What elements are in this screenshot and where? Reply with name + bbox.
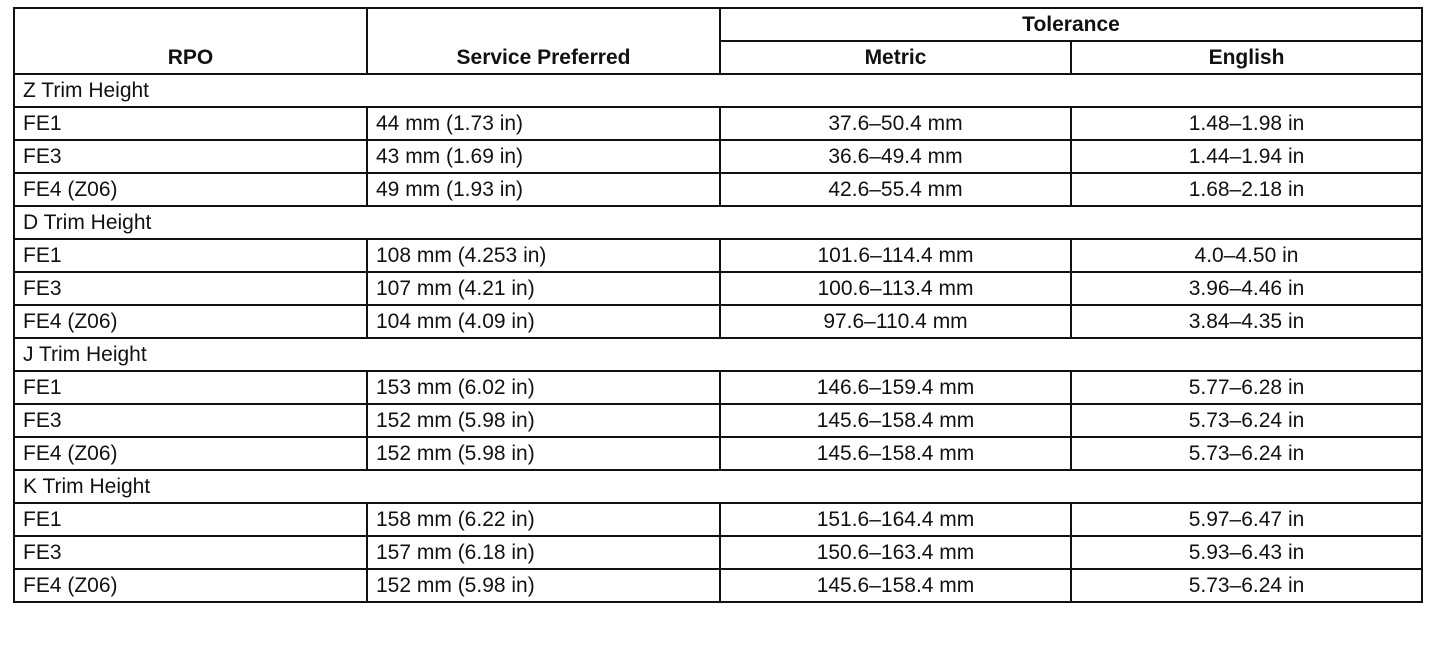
group-header-row [14, 470, 1422, 503]
rpo-cell: FE4 (Z06) [14, 437, 367, 470]
metric-tolerance-cell: 145.6–158.4 mm [720, 404, 1071, 437]
service-preferred-cell: 107 mm (4.21 in) [367, 272, 720, 305]
english-tolerance-cell: 5.73–6.24 in [1071, 404, 1422, 437]
table-row [14, 437, 1422, 470]
metric-tolerance-cell: 150.6–163.4 mm [720, 536, 1071, 569]
english-tolerance-cell: 1.44–1.94 in [1071, 140, 1422, 173]
table-row [14, 140, 1422, 173]
group-title: Z Trim Height [14, 74, 1422, 107]
metric-tolerance-cell: 36.6–49.4 mm [720, 140, 1071, 173]
rpo-cell: FE1 [14, 503, 367, 536]
table-body [14, 74, 1422, 602]
rpo-cell: FE4 (Z06) [14, 173, 367, 206]
table-row [14, 305, 1422, 338]
group-title: K Trim Height [14, 470, 1422, 503]
table-row [14, 272, 1422, 305]
english-tolerance-cell: 5.73–6.24 in [1071, 437, 1422, 470]
english-tolerance-cell: 5.77–6.28 in [1071, 371, 1422, 404]
rpo-cell: FE3 [14, 404, 367, 437]
service-preferred-column-header: Service Preferred [367, 8, 720, 74]
english-tolerance-cell: 5.93–6.43 in [1071, 536, 1422, 569]
table-row [14, 569, 1422, 602]
table-row [14, 239, 1422, 272]
table-row [14, 107, 1422, 140]
english-tolerance-cell: 1.48–1.98 in [1071, 107, 1422, 140]
rpo-column-header: RPO [14, 8, 367, 74]
group-header-row [14, 206, 1422, 239]
table-row [14, 173, 1422, 206]
metric-tolerance-cell: 97.6–110.4 mm [720, 305, 1071, 338]
metric-tolerance-cell: 42.6–55.4 mm [720, 173, 1071, 206]
group-header-row [14, 338, 1422, 371]
metric-tolerance-cell: 145.6–158.4 mm [720, 569, 1071, 602]
service-preferred-cell: 157 mm (6.18 in) [367, 536, 720, 569]
table-row [14, 503, 1422, 536]
english-tolerance-cell: 4.0–4.50 in [1071, 239, 1422, 272]
metric-tolerance-cell: 146.6–159.4 mm [720, 371, 1071, 404]
service-preferred-cell: 104 mm (4.09 in) [367, 305, 720, 338]
service-preferred-cell: 43 mm (1.69 in) [367, 140, 720, 173]
header-row-top [14, 8, 1422, 41]
english-tolerance-cell: 5.97–6.47 in [1071, 503, 1422, 536]
service-preferred-cell: 152 mm (5.98 in) [367, 404, 720, 437]
rpo-cell: FE3 [14, 536, 367, 569]
metric-tolerance-cell: 37.6–50.4 mm [720, 107, 1071, 140]
rpo-cell: FE1 [14, 371, 367, 404]
table-row [14, 536, 1422, 569]
group-title: J Trim Height [14, 338, 1422, 371]
service-preferred-cell: 152 mm (5.98 in) [367, 437, 720, 470]
rpo-cell: FE1 [14, 107, 367, 140]
table-row [14, 404, 1422, 437]
english-tolerance-cell: 1.68–2.18 in [1071, 173, 1422, 206]
tolerance-column-header: Tolerance [720, 8, 1422, 41]
table-row [14, 371, 1422, 404]
rpo-cell: FE1 [14, 239, 367, 272]
rpo-cell: FE3 [14, 140, 367, 173]
rpo-cell: FE3 [14, 272, 367, 305]
service-preferred-cell: 49 mm (1.93 in) [367, 173, 720, 206]
metric-tolerance-cell: 145.6–158.4 mm [720, 437, 1071, 470]
group-title: D Trim Height [14, 206, 1422, 239]
english-tolerance-cell: 5.73–6.24 in [1071, 569, 1422, 602]
service-preferred-cell: 152 mm (5.98 in) [367, 569, 720, 602]
service-preferred-cell: 108 mm (4.253 in) [367, 239, 720, 272]
rpo-cell: FE4 (Z06) [14, 569, 367, 602]
table-header [14, 8, 1422, 74]
service-preferred-cell: 158 mm (6.22 in) [367, 503, 720, 536]
metric-tolerance-cell: 100.6–113.4 mm [720, 272, 1071, 305]
service-preferred-cell: 44 mm (1.73 in) [367, 107, 720, 140]
english-tolerance-cell: 3.96–4.46 in [1071, 272, 1422, 305]
english-tolerance-cell: 3.84–4.35 in [1071, 305, 1422, 338]
english-column-header: English [1071, 41, 1422, 74]
metric-column-header: Metric [720, 41, 1071, 74]
trim-height-spec-table [13, 7, 1423, 603]
metric-tolerance-cell: 151.6–164.4 mm [720, 503, 1071, 536]
service-preferred-cell: 153 mm (6.02 in) [367, 371, 720, 404]
group-header-row [14, 74, 1422, 107]
rpo-cell: FE4 (Z06) [14, 305, 367, 338]
metric-tolerance-cell: 101.6–114.4 mm [720, 239, 1071, 272]
